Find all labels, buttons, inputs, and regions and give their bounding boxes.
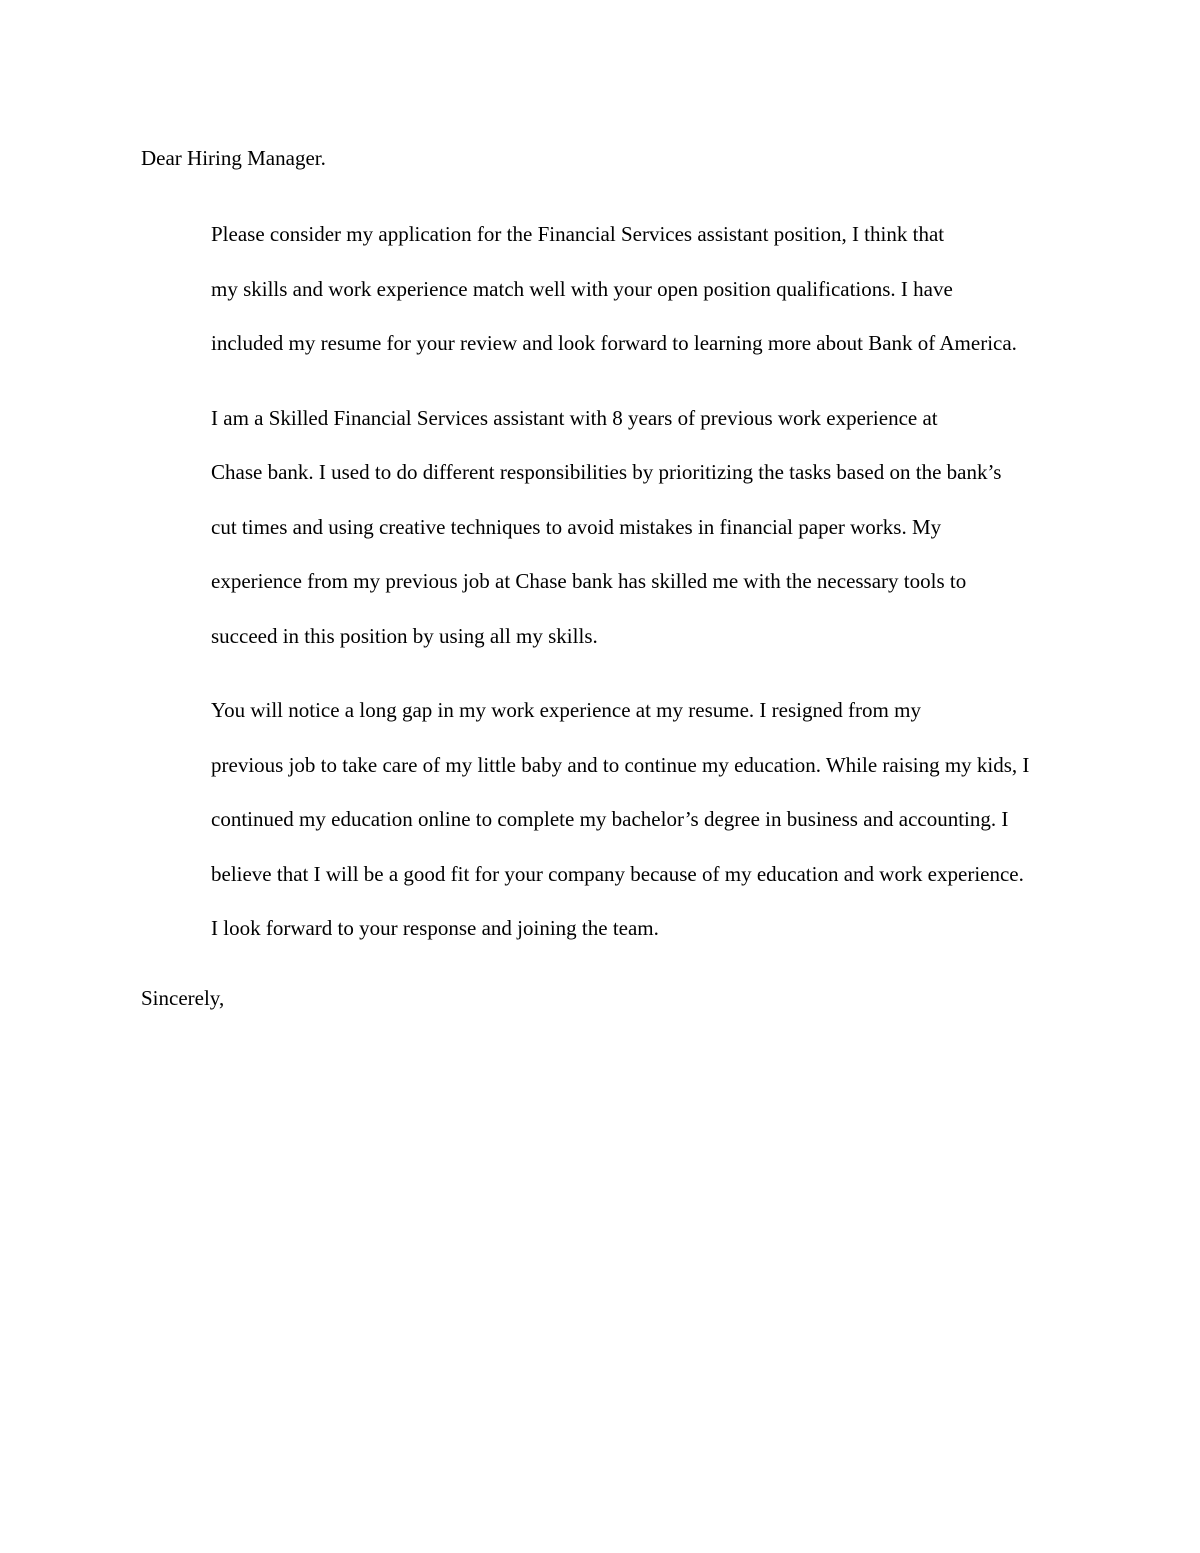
body-paragraph — [141, 391, 1063, 664]
paragraph-line: I am a Skilled Financial Services assistant with 8 years of previous work experience at — [211, 405, 938, 430]
paragraph-line: You will notice a long gap in my work experience at my resume. I resigned from my — [211, 698, 921, 722]
paragraph-line: succeed in this position by using all my skills. — [211, 623, 598, 648]
paragraph-line: continued my education online to complete my bachelor’s degree in business and accounting. I — [211, 807, 1009, 831]
paragraph-line: previous job to take care of my little baby and to continue my education. While raising my kids, I — [211, 752, 1030, 777]
body-paragraph — [141, 207, 1063, 371]
paragraph-line: my skills and work experience match well with your open position qualifications. I have — [211, 276, 953, 301]
cover-letter — [141, 140, 1063, 1016]
paragraph-line: Please consider my application for the Financial Services assistant position, I think that — [211, 222, 945, 246]
paragraph-line: Chase bank. I used to do different responsibilities by prioritizing the tasks based on the bank’s — [211, 460, 1002, 484]
paragraph-line: I look forward to your response and joining the team. — [211, 916, 659, 940]
body-paragraph — [141, 683, 1063, 956]
paragraph-line: included my resume for your review and look forward to learning more about Bank of America. — [211, 331, 1017, 355]
paragraph-line: believe that I will be a good fit for your company because of my education and work experience. — [211, 861, 1024, 886]
paragraph-line: experience from my previous job at Chase bank has skilled me with the necessary tools to — [211, 569, 967, 593]
paragraph-line: cut times and using creative techniques to avoid mistakes in financial paper works. My — [211, 514, 942, 539]
closing: Sincerely, — [141, 985, 225, 1010]
salutation: Dear Hiring Manager. — [141, 146, 326, 170]
